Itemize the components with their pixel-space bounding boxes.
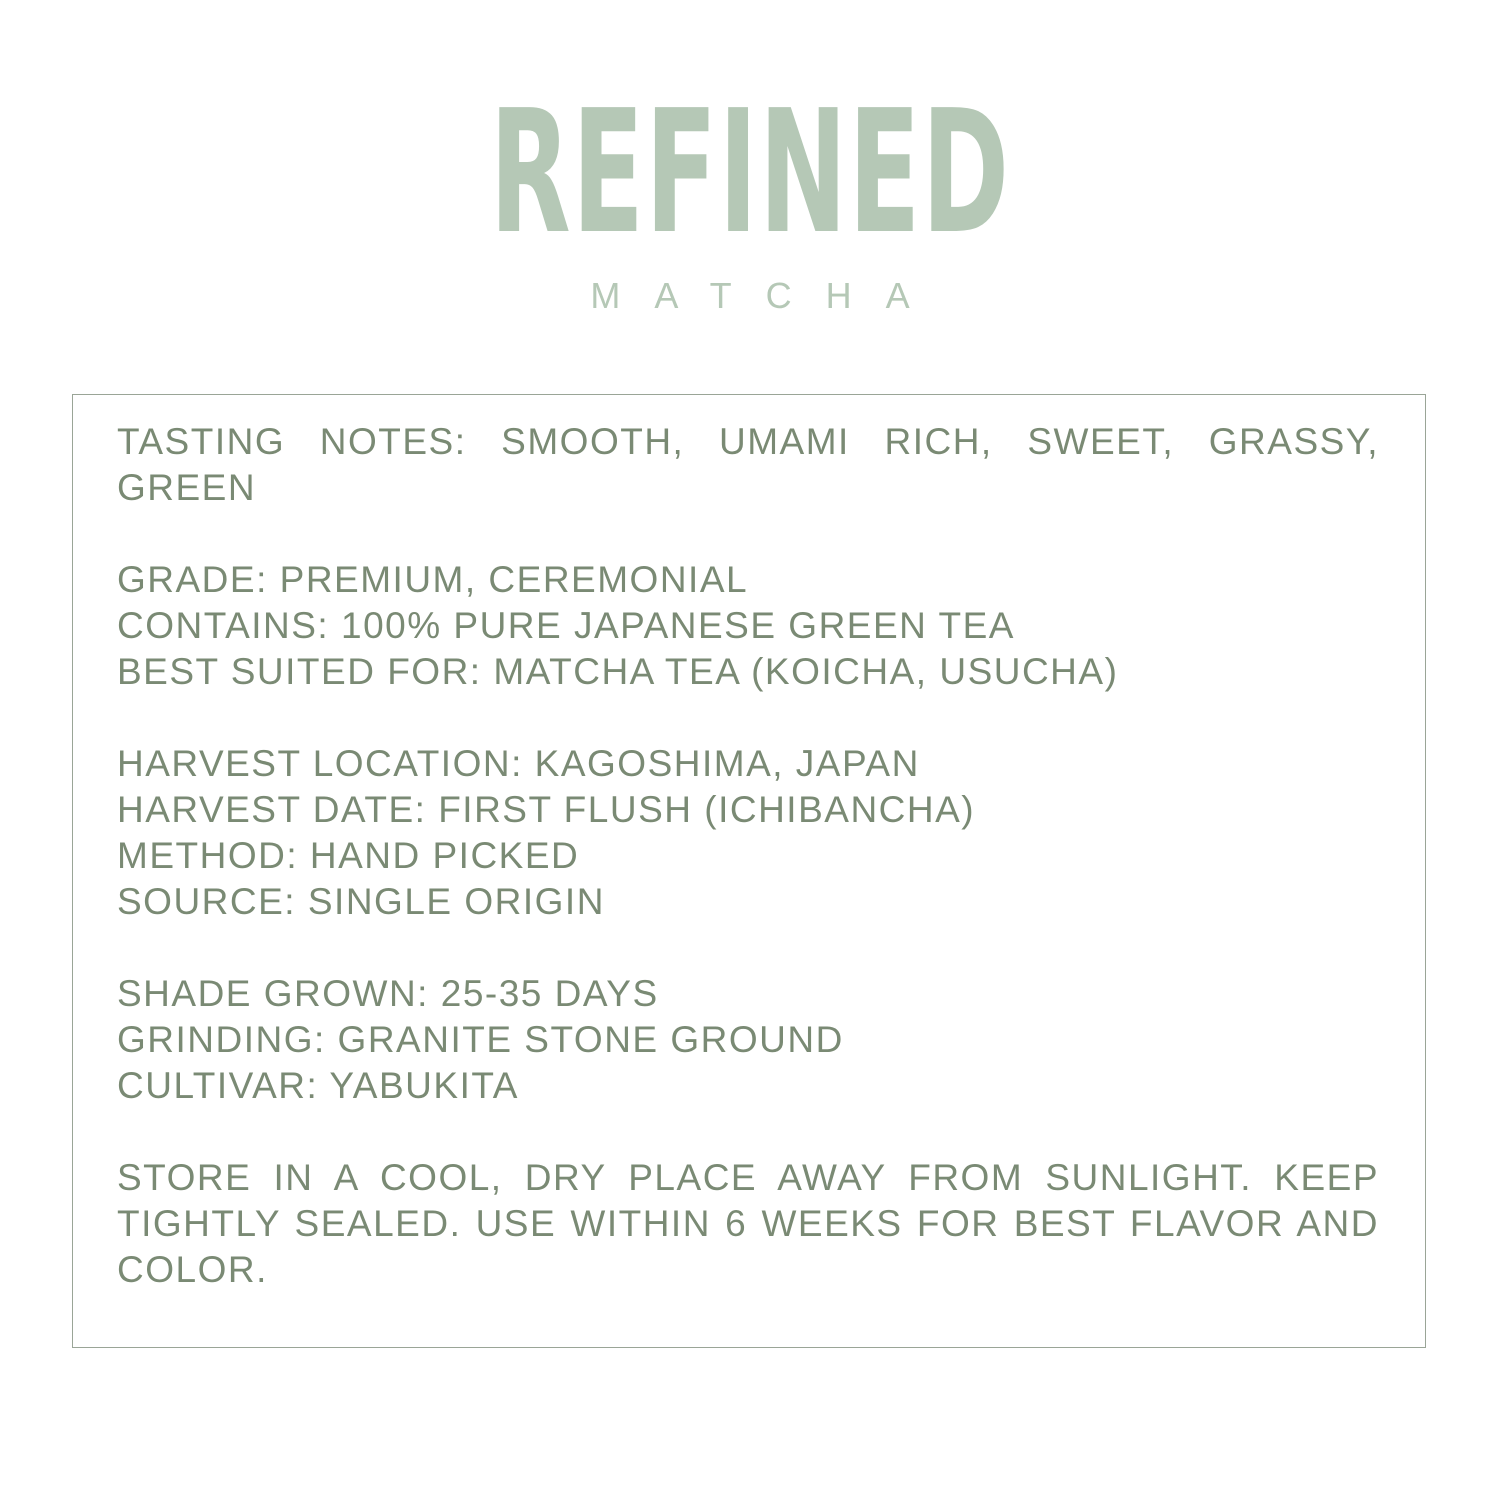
- storage-section: [117, 1155, 1379, 1293]
- shade-grown-line: SHADE GROWN: 25-35 DAYS: [117, 973, 659, 1014]
- product-info-box: [72, 394, 1426, 1348]
- brand-subtitle: MATCHA: [590, 275, 944, 316]
- source-line: SOURCE: SINGLE ORIGIN: [117, 881, 605, 922]
- harvest-date-line: HARVEST DATE: FIRST FLUSH (ICHIBANCHA): [117, 789, 976, 830]
- harvest-location-line: HARVEST LOCATION: KAGOSHIMA, JAPAN: [117, 743, 920, 784]
- best-suited-line: BEST SUITED FOR: MATCHA TEA (KOICHA, USUCHA): [117, 651, 1119, 692]
- grade-line: GRADE: PREMIUM, CEREMONIAL: [117, 559, 749, 600]
- grade-section: [117, 557, 1379, 695]
- product-info-content: [117, 419, 1379, 1293]
- tasting-section: [117, 419, 1379, 511]
- tasting-notes: TASTING NOTES: SMOOTH, UMAMI RICH, SWEET, GRASSY, GREEN: [117, 421, 1379, 508]
- storage-instructions: STORE IN A COOL, DRY PLACE AWAY FROM SUNLIGHT. KEEP TIGHTLY SEALED. USE WITHIN 6 WEEKS FOR BEST FLAVOR AND COLOR.: [117, 1157, 1379, 1290]
- cultivar-line: CULTIVAR: YABUKITA: [117, 1065, 519, 1106]
- processing-section: [117, 971, 1379, 1109]
- contains-line: CONTAINS: 100% PURE JAPANESE GREEN TEA: [117, 605, 1015, 646]
- grinding-line: GRINDING: GRANITE STONE GROUND: [117, 1019, 844, 1060]
- method-line: METHOD: HAND PICKED: [117, 835, 580, 876]
- brand-title: REFINED: [489, 74, 1011, 272]
- harvest-section: [117, 741, 1379, 925]
